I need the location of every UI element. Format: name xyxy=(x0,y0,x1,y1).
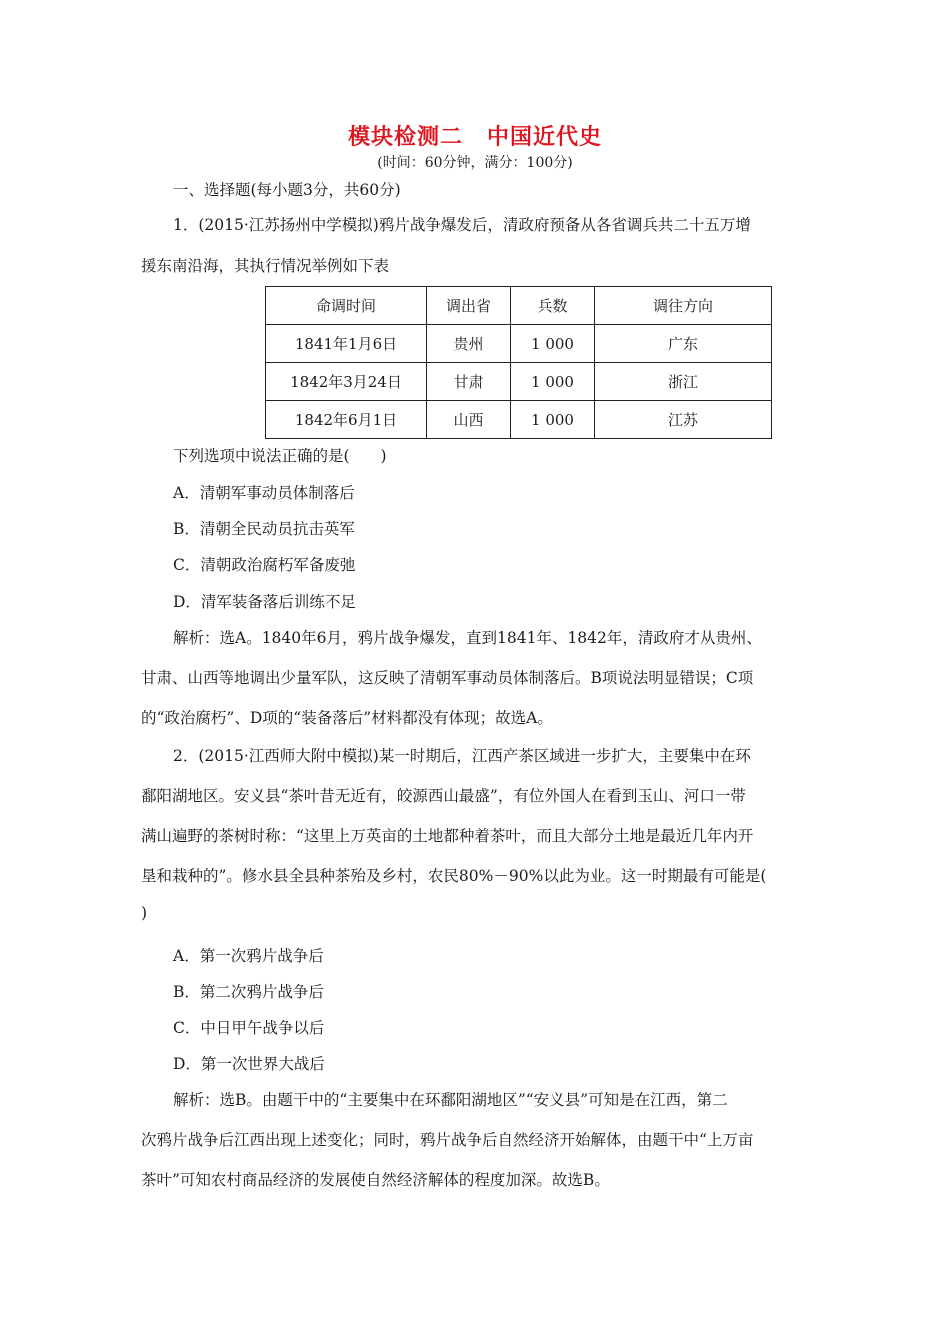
q2-option-a: A．第一次鸦片战争后 xyxy=(173,947,324,965)
table-cell: 江苏 xyxy=(595,401,772,439)
q2-option-c: C．中日甲午战争以后 xyxy=(173,1019,325,1037)
table-header-cell: 调出省 xyxy=(427,287,511,325)
table-cell: 1842年3月24日 xyxy=(266,363,427,401)
q1-analysis-line-2: 甘肃、山西等地调出少量军队，这反映了清朝军事动员体制落后。B项说法明显错误；C项 xyxy=(141,669,754,687)
troop-deployment-table xyxy=(265,286,772,439)
table-row xyxy=(266,363,772,401)
table-row xyxy=(266,325,772,363)
q1-analysis-line-1: 解析：选A。1840年6月，鸦片战争爆发，直到1841年、1842年，清政府才从贵州、 xyxy=(173,629,762,647)
table-cell: 广东 xyxy=(595,325,772,363)
q1-option-c: C．清朝政治腐朽军备废弛 xyxy=(173,556,356,574)
q1-analysis-line-3: 的“政治腐朽”、D项的“装备落后”材料都没有体现；故选A。 xyxy=(141,709,553,727)
table-cell: 浙江 xyxy=(595,363,772,401)
q1-option-a: A．清朝军事动员体制落后 xyxy=(173,484,355,502)
table-cell: 1 000 xyxy=(511,363,595,401)
table-header-cell: 命调时间 xyxy=(266,287,427,325)
q2-option-d: D．第一次世界大战后 xyxy=(173,1055,325,1073)
title-part-2: 中国近代史 xyxy=(487,125,603,150)
q1-option-b: B．清朝全民动员抗击英军 xyxy=(173,520,355,538)
table-cell: 1 000 xyxy=(511,401,595,439)
table-cell: 1 000 xyxy=(511,325,595,363)
table-header-cell: 兵数 xyxy=(511,287,595,325)
table-cell: 贵州 xyxy=(427,325,511,363)
table-cell: 1842年6月1日 xyxy=(266,401,427,439)
q1-prompt: 下列选项中说法正确的是( ) xyxy=(173,447,387,465)
exam-info: (时间：60分钟，满分：100分) xyxy=(377,155,573,171)
title-part-1: 模块检测二 xyxy=(347,125,463,150)
q2-stem-line-4: 垦和栽种的”。修水县全县种茶殆及乡村，农民80%－90%以此为业。这一时期最有可能是( xyxy=(141,867,767,885)
table-cell: 甘肃 xyxy=(427,363,511,401)
q2-stem-line-3: 满山遍野的茶树时称：“这里上万英亩的土地都种着茶叶，而且大部分土地是最近几年内开 xyxy=(141,827,754,845)
q2-option-b: B．第二次鸦片战争后 xyxy=(173,983,324,1001)
q2-stem-line-5: ) xyxy=(141,904,148,922)
q2-analysis-line-1: 解析：选B。由题干中的“主要集中在环鄱阳湖地区”“安义县”可知是在江西，第二 xyxy=(173,1091,728,1109)
table-row xyxy=(266,401,772,439)
table-cell: 1841年1月6日 xyxy=(266,325,427,363)
table-cell: 山西 xyxy=(427,401,511,439)
table-header-cell: 调往方向 xyxy=(595,287,772,325)
q2-analysis-line-3: 茶叶”可知农村商品经济的发展使自然经济解体的程度加深。故选B。 xyxy=(141,1171,610,1189)
q2-analysis-line-2: 次鸦片战争后江西出现上述变化；同时，鸦片战争后自然经济开始解体，由题干中“上万亩 xyxy=(141,1131,754,1149)
q1-stem-line-2: 援东南沿海，其执行情况举例如下表 xyxy=(141,257,390,275)
document-title xyxy=(0,120,950,151)
q2-stem-line-1: 2．(2015·江西师大附中模拟)某一时期后，江西产茶区域进一步扩大，主要集中在环 xyxy=(173,747,751,765)
q1-option-d: D．清军装备落后训练不足 xyxy=(173,593,356,611)
q2-stem-line-2: 鄱阳湖地区。安义县“茶叶昔无近有，皎源西山最盛”，有位外国人在看到玉山、河口一带 xyxy=(141,787,746,805)
section-heading: 一、选择题(每小题3分，共60分) xyxy=(173,181,401,199)
q1-stem-line-1: 1．(2015·江苏扬州中学模拟)鸦片战争爆发后，清政府预备从各省调兵共二十五万增 xyxy=(173,216,751,234)
table-header-row xyxy=(266,287,772,325)
